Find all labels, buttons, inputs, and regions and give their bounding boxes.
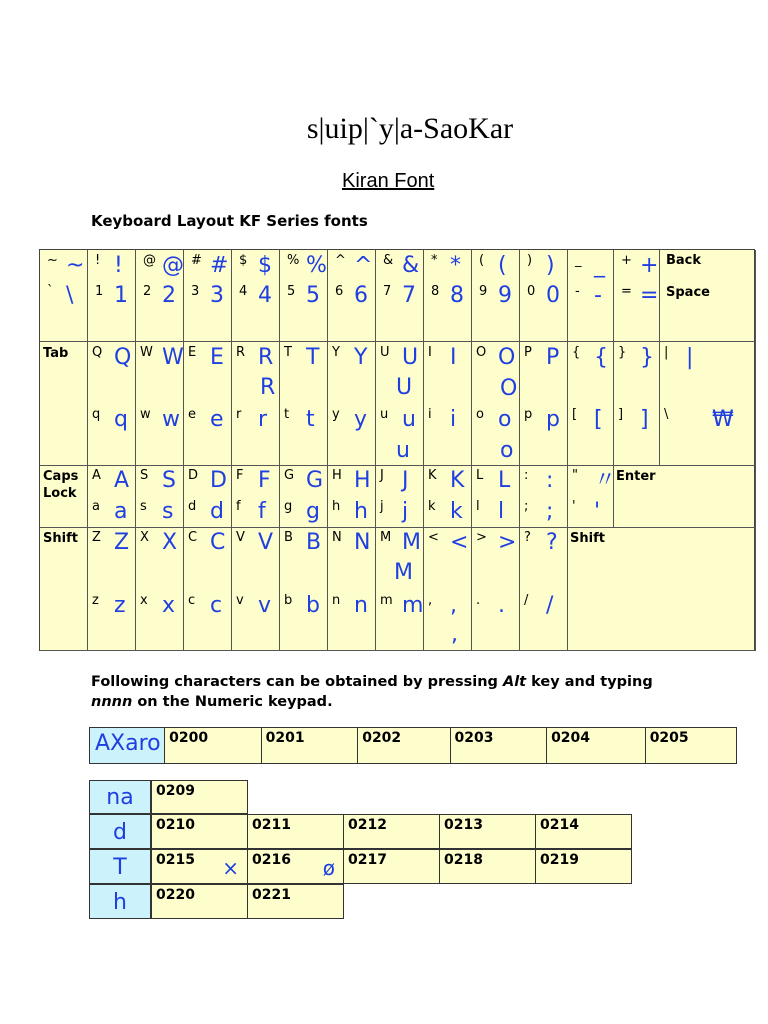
- alt-code-cell: [151, 780, 248, 814]
- key-cell: [520, 528, 568, 651]
- alt-code: 0201: [265, 730, 305, 746]
- alt-code: 0214: [540, 817, 579, 833]
- key-lower-char: q: [92, 407, 101, 422]
- alt-code: 0211: [252, 817, 291, 833]
- alt-glyph: h: [113, 890, 127, 915]
- key-lower-glyph: l: [498, 499, 505, 524]
- key-lower-glyph: f: [258, 499, 266, 524]
- alt-glyph: T: [113, 855, 127, 880]
- key-lower-glyph: q: [114, 407, 128, 432]
- key-upper-glyph: W: [162, 345, 184, 370]
- capslock-label-2: Lock: [43, 486, 77, 501]
- key-upper-glyph: Q: [114, 345, 132, 370]
- key-upper-char: J: [380, 468, 384, 483]
- key-lower-glyph: v: [258, 593, 272, 618]
- key-lower-char: w: [140, 407, 151, 422]
- key-extra-glyph: O: [500, 376, 518, 401]
- key-upper-char: Q: [92, 345, 103, 360]
- key-lower-char: b: [284, 593, 293, 608]
- key-upper-char: ?: [524, 530, 531, 545]
- nnnn-word: nnnn: [91, 694, 133, 710]
- key-lower-char: u: [380, 407, 389, 422]
- key-upper-glyph: L: [498, 468, 511, 493]
- key-lower-char: /: [524, 593, 529, 608]
- key-lower-char: r: [236, 407, 242, 422]
- key-lower-char: o: [476, 407, 484, 422]
- key-upper-glyph: ?: [546, 530, 558, 555]
- alt-code-cell: [261, 728, 358, 764]
- key-lower-char: s: [140, 499, 147, 514]
- key-upper-glyph: {: [594, 345, 608, 370]
- key-extra-glyph: o: [500, 438, 514, 463]
- key-upper-glyph: T: [306, 345, 320, 370]
- capslock-label-1: Caps: [43, 469, 79, 484]
- key-lower-glyph: x: [162, 593, 176, 618]
- alt-glyph-cell: [89, 849, 151, 884]
- key-upper-glyph: }: [640, 345, 654, 370]
- key-upper-char: T: [284, 345, 292, 360]
- key-lower-glyph: ,: [450, 593, 457, 618]
- key-upper-char: <: [428, 530, 439, 545]
- alt-code-cell: [247, 884, 344, 919]
- alt-code: 0212: [348, 817, 387, 833]
- key-upper-char: $: [239, 253, 248, 268]
- key-upper-char: Y: [332, 345, 340, 360]
- key-lower-glyph: o: [498, 407, 512, 432]
- alt-note-text-a: Following characters can be obtained by pressing: [91, 674, 503, 690]
- key-upper-glyph: N: [354, 530, 371, 555]
- key-upper-glyph: #: [210, 253, 229, 278]
- key-lower-char: f: [236, 499, 241, 514]
- key-lower-glyph: 8: [450, 283, 464, 308]
- key-lower-glyph: n: [354, 593, 368, 618]
- alt-code: 0217: [348, 852, 387, 868]
- key-lower-glyph: ': [594, 499, 601, 524]
- key-lower-char: x: [140, 593, 148, 608]
- alt-glyph-cell: [89, 780, 151, 814]
- key-lower-char: z: [92, 593, 99, 608]
- key-lower-glyph: g: [306, 499, 320, 524]
- key-lower-glyph: c: [210, 593, 223, 618]
- key-upper-glyph: %: [306, 253, 327, 278]
- tab-label: Tab: [43, 346, 69, 361]
- key-lower-glyph: e: [210, 407, 224, 432]
- key-lower-char: 2: [143, 284, 152, 299]
- key-extra-glyph: u: [396, 438, 410, 463]
- key-lower-char: p: [524, 407, 533, 422]
- key-upper-glyph: K: [450, 468, 465, 493]
- key-upper-char: F: [236, 468, 244, 483]
- key-cell: [280, 342, 328, 466]
- alt-key-instructions: [91, 672, 711, 712]
- alt-note-text-b: key and typing: [526, 674, 653, 690]
- alt-code-cell: [450, 728, 547, 764]
- key-upper-glyph: |: [686, 345, 694, 370]
- key-upper-glyph: @: [162, 253, 184, 278]
- key-lower-glyph: \: [66, 283, 74, 308]
- key-upper-char: B: [284, 530, 293, 545]
- key-lower-glyph: z: [114, 593, 126, 618]
- alt-code-glyph: ×: [222, 856, 239, 880]
- key-lower-char: t: [284, 407, 290, 422]
- key-extra-glyph: M: [394, 560, 413, 585]
- alt-code-cell: [439, 849, 536, 884]
- font-name-subtitle: Kiran Font: [342, 170, 435, 192]
- key-upper-glyph: (: [498, 253, 507, 278]
- enter-label: Enter: [616, 469, 656, 484]
- key-upper-glyph: F: [258, 468, 271, 493]
- key-upper-char: N: [332, 530, 342, 545]
- key-upper-glyph: M: [402, 530, 421, 555]
- key-lower-glyph: 4: [258, 283, 272, 308]
- alt-codes-table-1: [89, 727, 737, 764]
- key-lower-char: l: [476, 499, 480, 514]
- key-lower-glyph: ]: [640, 407, 649, 432]
- alt-glyph: na: [106, 785, 134, 810]
- key-upper-char: &: [383, 253, 394, 268]
- key-lower-char: \: [664, 407, 669, 422]
- key-upper-glyph: P: [546, 345, 560, 370]
- alt-code-cell: [247, 814, 344, 849]
- key-lower-glyph: u: [402, 407, 416, 432]
- key-lower-char: `: [47, 284, 54, 299]
- key-upper-glyph: $: [258, 253, 272, 278]
- key-upper-char: ": [572, 468, 578, 483]
- key-cell: [184, 342, 232, 466]
- key-extra-glyph: U: [396, 375, 413, 400]
- key-lower-glyph: 6: [354, 283, 368, 308]
- key-upper-char: D: [188, 468, 199, 483]
- key-extra-glyph: R: [260, 375, 276, 400]
- key-lower-glyph: r: [258, 407, 268, 432]
- key-upper-char: P: [524, 345, 532, 360]
- key-lower-glyph: m: [402, 593, 424, 618]
- keyboard-layout-table: [39, 249, 755, 651]
- key-upper-char: S: [140, 468, 149, 483]
- key-upper-char: C: [188, 530, 198, 545]
- key-upper-char: Z: [92, 530, 101, 545]
- key-lower-glyph: 5: [306, 283, 320, 308]
- key-lower-glyph: 3: [210, 283, 224, 308]
- key-upper-glyph: U: [402, 345, 419, 370]
- alt-code-cell: [535, 849, 632, 884]
- key-lower-char: 6: [335, 284, 344, 299]
- alt-codes-table-2: [89, 780, 635, 920]
- key-upper-glyph: V: [258, 530, 274, 555]
- key-upper-glyph: H: [354, 468, 371, 493]
- key-upper-glyph: !: [114, 253, 123, 278]
- key-upper-char: H: [332, 468, 342, 483]
- key-lower-char: 3: [191, 284, 200, 299]
- alt-key-word: Alt: [502, 674, 527, 690]
- alt-note-text-c: on the Numeric keypad.: [132, 694, 333, 710]
- alt-code: 0219: [540, 852, 579, 868]
- key-lower-char: 7: [383, 284, 392, 299]
- key-lower-glyph: j: [402, 499, 409, 524]
- key-lower-glyph: ₩: [712, 407, 734, 432]
- alt-code-glyph: ø: [322, 856, 335, 880]
- shift-right-label: Shift: [570, 531, 605, 546]
- key-lower-char: n: [332, 593, 341, 608]
- key-cell: [424, 342, 472, 466]
- key-upper-glyph: 〃: [594, 468, 617, 493]
- key-lower-glyph: s: [162, 499, 174, 524]
- key-upper-glyph: X: [162, 530, 178, 555]
- key-lower-glyph: y: [354, 407, 368, 432]
- key-upper-char: I: [428, 345, 432, 360]
- alt-glyph-cell: [90, 728, 165, 764]
- key-lower-char: c: [188, 593, 196, 608]
- key-upper-glyph: S: [162, 468, 176, 493]
- key-lower-glyph: h: [354, 499, 368, 524]
- key-lower-char: i: [428, 407, 432, 422]
- alt-code-cell: [151, 814, 248, 849]
- key-lower-char: 5: [287, 284, 296, 299]
- key-upper-glyph: D: [210, 468, 227, 493]
- key-upper-glyph: <: [450, 530, 469, 555]
- key-upper-char: V: [236, 530, 245, 545]
- key-upper-char: E: [188, 345, 197, 360]
- alt-code: 0204: [551, 730, 591, 746]
- key-lower-char: -: [575, 284, 580, 299]
- key-lower-char: a: [92, 499, 100, 514]
- alt-code-cell: [535, 814, 632, 849]
- key-upper-char: _: [575, 253, 582, 268]
- key-lower-char: m: [380, 593, 393, 608]
- page-title: s|uip|`y|a-SaoKar: [306, 112, 514, 145]
- key-lower-glyph: k: [450, 499, 463, 524]
- alt-code: 0205: [649, 730, 689, 746]
- key-upper-char: |: [664, 345, 669, 360]
- alt-glyph-cell: [89, 884, 151, 919]
- alt-code-cell: [358, 728, 450, 764]
- key-lower-char: ;: [524, 499, 529, 514]
- key-lower-glyph: d: [210, 499, 224, 524]
- key-lower-glyph: a: [114, 499, 128, 524]
- key-upper-char: @: [143, 253, 156, 268]
- key-upper-char: A: [92, 468, 101, 483]
- key-upper-char: }: [618, 345, 627, 360]
- key-lower-char: d: [188, 499, 197, 514]
- key-upper-glyph: B: [306, 530, 322, 555]
- key-lower-char: 1: [95, 284, 104, 299]
- key-lower-glyph: [: [594, 407, 603, 432]
- key-upper-char: {: [572, 345, 581, 360]
- key-lower-char: 8: [431, 284, 440, 299]
- key-cell: [660, 342, 756, 466]
- key-upper-glyph: +: [640, 253, 659, 278]
- key-upper-char: ~: [47, 253, 58, 268]
- key-upper-glyph: >: [498, 530, 517, 555]
- key-lower-glyph: w: [162, 407, 180, 432]
- key-upper-char: >: [476, 530, 487, 545]
- key-upper-char: M: [380, 530, 392, 545]
- key-lower-glyph: b: [306, 593, 320, 618]
- key-upper-char: +: [621, 253, 632, 268]
- key-upper-char: ): [527, 253, 533, 268]
- key-lower-glyph: 7: [402, 283, 416, 308]
- key-upper-char: #: [191, 253, 202, 268]
- key-upper-char: K: [428, 468, 437, 483]
- key-upper-glyph: E: [210, 345, 224, 370]
- key-extra-glyph: ,: [451, 622, 458, 647]
- key-upper-char: :: [524, 468, 529, 483]
- key-lower-char: j: [380, 499, 384, 514]
- key-lower-glyph: 1: [114, 283, 128, 308]
- key-upper-char: *: [431, 253, 438, 268]
- key-lower-char: ]: [618, 407, 624, 422]
- key-upper-char: R: [236, 345, 246, 360]
- alt-code: 0202: [362, 730, 402, 746]
- alt-code: 0203: [454, 730, 494, 746]
- key-upper-char: O: [476, 345, 487, 360]
- key-lower-glyph: 2: [162, 283, 176, 308]
- key-lower-glyph: p: [546, 407, 560, 432]
- key-upper-glyph: R: [258, 345, 274, 370]
- key-upper-glyph: ~: [66, 253, 85, 278]
- key-upper-char: %: [287, 253, 300, 268]
- alt-code: 0209: [156, 783, 195, 799]
- key-lower-glyph: .: [498, 593, 505, 618]
- key-lower-char: h: [332, 499, 341, 514]
- key-upper-glyph: A: [114, 468, 130, 493]
- alt-code: 0215: [156, 852, 195, 868]
- key-lower-char: [: [572, 407, 578, 422]
- key-lower-glyph: t: [306, 407, 315, 432]
- key-upper-glyph: &: [402, 253, 420, 278]
- key-lower-char: v: [236, 593, 244, 608]
- key-upper-glyph: *: [450, 253, 461, 278]
- alt-code: 0218: [444, 852, 483, 868]
- key-upper-glyph: C: [210, 530, 226, 555]
- alt-code: 0216: [252, 852, 291, 868]
- key-cell: [520, 342, 568, 466]
- alt-code-cell: [247, 849, 344, 884]
- key-upper-char: ^: [335, 253, 346, 268]
- key-upper-glyph: _: [594, 253, 605, 278]
- key-lower-char: .: [476, 593, 481, 608]
- key-upper-char: W: [140, 345, 153, 360]
- key-upper-glyph: ^: [354, 253, 373, 278]
- key-upper-glyph: O: [498, 345, 516, 370]
- key-upper-glyph: :: [546, 468, 554, 493]
- key-lower-char: =: [621, 284, 632, 299]
- alt-code-cell: [547, 728, 646, 764]
- alt-code-cell: [343, 849, 440, 884]
- key-lower-char: g: [284, 499, 293, 514]
- key-upper-char: X: [140, 530, 149, 545]
- alt-code: 0210: [156, 817, 195, 833]
- alt-code-cell: [151, 849, 248, 884]
- key-upper-char: (: [479, 253, 485, 268]
- key-upper-glyph: I: [450, 345, 457, 370]
- key-lower-char: y: [332, 407, 340, 422]
- key-lower-glyph: 0: [546, 283, 560, 308]
- key-lower-char: 0: [527, 284, 536, 299]
- key-lower-char: ': [572, 499, 576, 514]
- alt-code-cell: [645, 728, 736, 764]
- key-upper-char: !: [95, 253, 101, 268]
- key-lower-glyph: /: [546, 593, 554, 618]
- key-lower-glyph: -: [594, 283, 602, 308]
- alt-code-cell: [439, 814, 536, 849]
- key-upper-glyph: ): [546, 253, 555, 278]
- alt-code-cell: [151, 884, 248, 919]
- alt-code: 0213: [444, 817, 483, 833]
- alt-code: 0221: [252, 887, 291, 903]
- alt-code-cell: [343, 814, 440, 849]
- alt-glyph-axaro: AXaro: [95, 731, 161, 756]
- key-upper-glyph: G: [306, 468, 324, 493]
- key-upper-char: U: [380, 345, 390, 360]
- backspace-label-1: Back: [666, 253, 702, 268]
- key-lower-char: 9: [479, 284, 488, 299]
- key-lower-char: ,: [428, 593, 433, 608]
- key-lower-glyph: ;: [546, 499, 554, 524]
- key-upper-char: L: [476, 468, 484, 483]
- key-upper-glyph: J: [402, 468, 409, 493]
- key-lower-glyph: i: [450, 407, 457, 432]
- key-lower-char: 4: [239, 284, 248, 299]
- key-upper-glyph: Y: [354, 345, 368, 370]
- alt-code: 0220: [156, 887, 195, 903]
- backspace-label-2: Space: [666, 285, 710, 300]
- key-lower-char: k: [428, 499, 436, 514]
- alt-glyph: d: [113, 820, 127, 845]
- keyboard-layout-heading: Keyboard Layout KF Series fonts: [91, 212, 368, 230]
- shift-label: Shift: [43, 531, 78, 546]
- alt-code: 0200: [169, 730, 209, 746]
- alt-glyph-cell: [89, 814, 151, 849]
- alt-code-cell: [165, 728, 262, 764]
- key-cell: [328, 342, 376, 466]
- key-lower-char: e: [188, 407, 196, 422]
- key-lower-glyph: 9: [498, 283, 512, 308]
- key-upper-char: G: [284, 468, 295, 483]
- key-lower-glyph: =: [640, 283, 659, 308]
- key-upper-glyph: Z: [114, 530, 130, 555]
